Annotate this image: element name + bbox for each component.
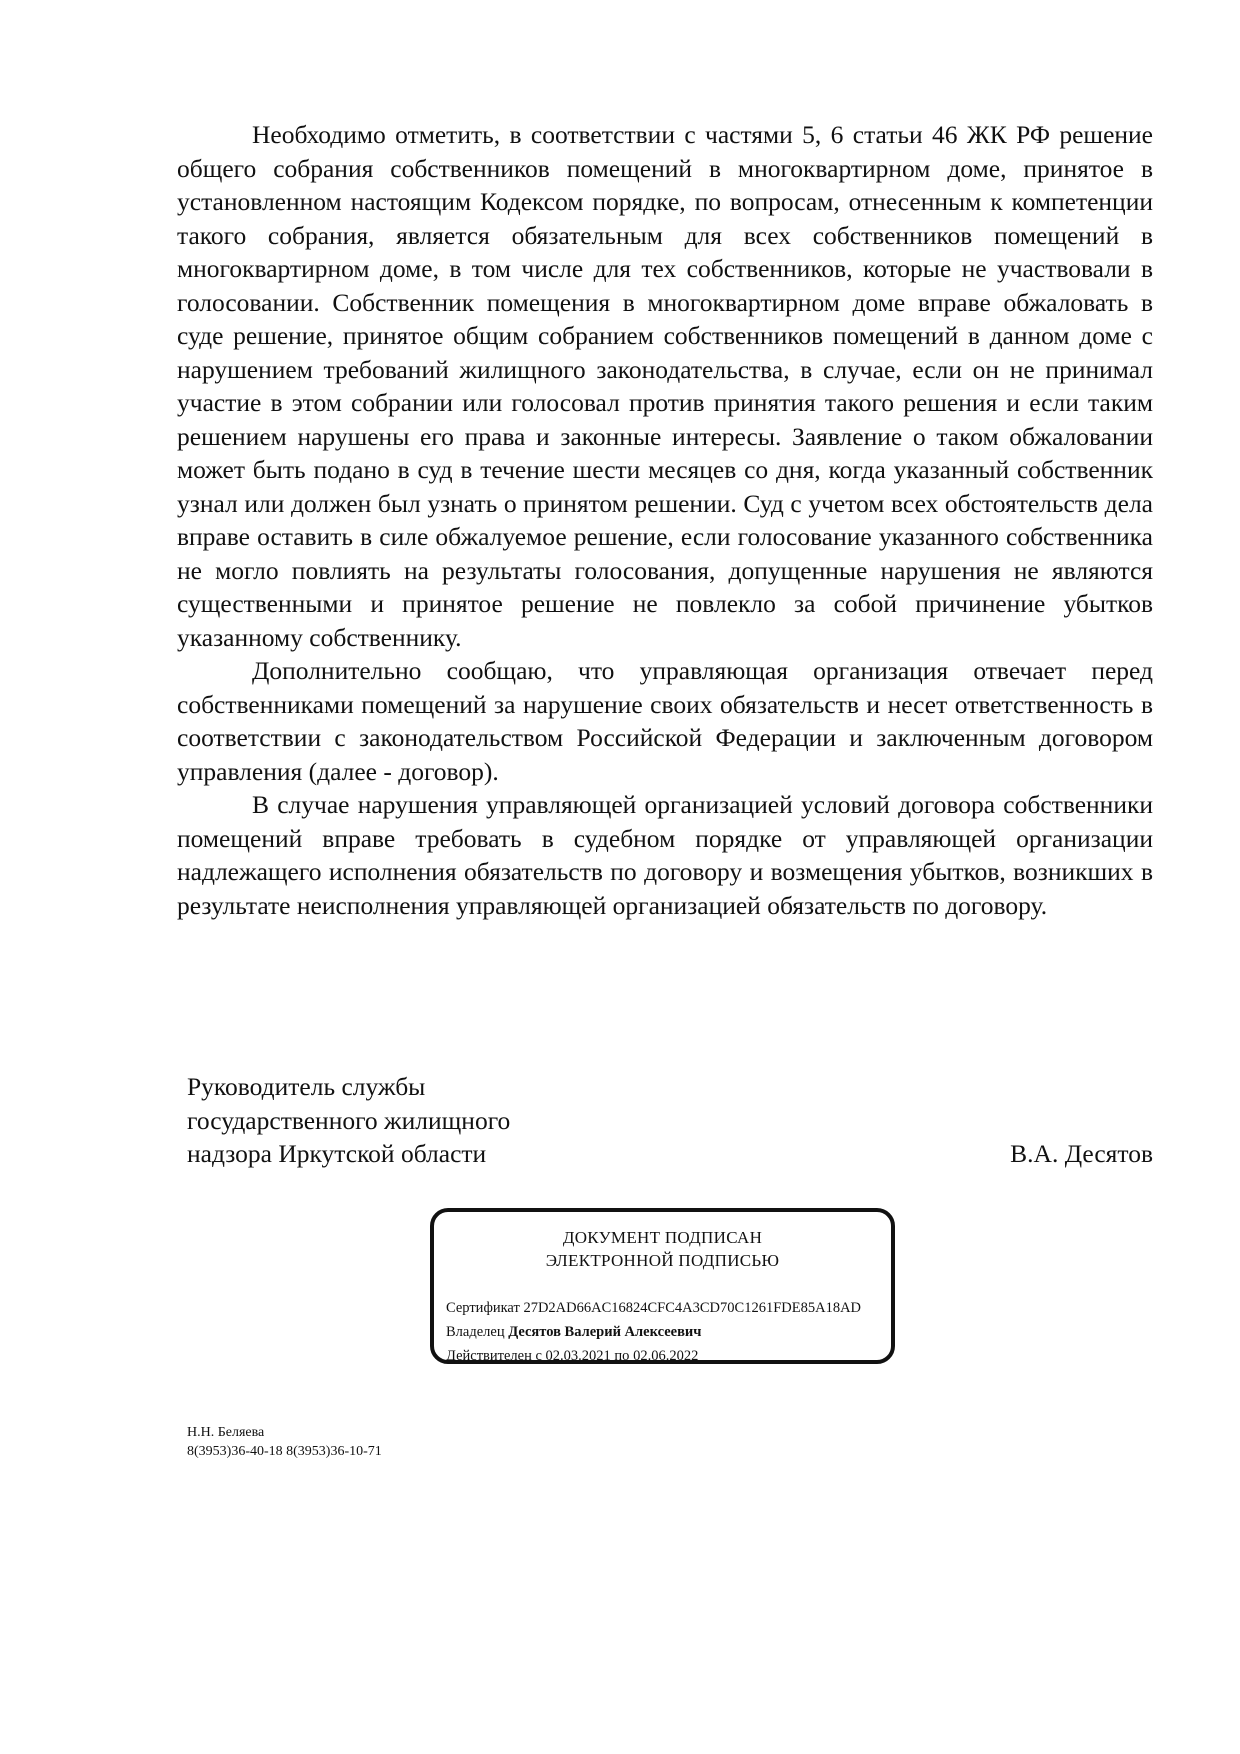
body-paragraph: Дополнительно сообщаю, что управляющая организация отвечает перед собственниками помещений за нарушение своих обязательств и несет ответственность в соответствии с законодательством Российской Федерации и заключенным договором управления (далее - договор). [177,656,1153,786]
stamp-title [434,1226,891,1272]
stamp-valid-to: 02.06.2022 [633,1348,699,1364]
stamp-title-line: ДОКУМЕНТ ПОДПИСАН [562,1228,763,1247]
signatory-name: В.А. Десятов [1010,1139,1153,1168]
signatory-position-line: государственного жилищного [187,1105,511,1135]
stamp-certificate-value: 27D2AD66AC16824CFC4A3CD70C1261FDE85A18AD [523,1300,862,1316]
stamp-valid-to-label: по [614,1348,630,1364]
letter-body [177,118,1153,922]
stamp-owner-row [446,1320,861,1344]
executor-name: Н.Н. Беляева [187,1425,265,1440]
executor-phones: 8(3953)36-40-18 8(3953)36-10-71 [187,1444,382,1459]
stamp-owner-value: Десятов Валерий Алексеевич [508,1324,702,1340]
signatory-position-line: Руководитель службы [187,1072,426,1101]
electronic-signature-stamp [430,1208,895,1364]
stamp-valid-label: Действителен с [446,1348,542,1364]
signature-block [187,1070,1153,1171]
stamp-owner-label: Владелец [446,1324,505,1340]
body-paragraph: В случае нарушения управляющей организацией условий договора собственники помещений вправе требовать в судебном порядке от управляющей организации надлежащего исполнения обязательств по договору и возмещения убытков, возникших в результате неисполнения управляющей организацией обязательств по договору. [177,790,1153,920]
stamp-certificate-row [446,1296,861,1320]
executor-info [187,1423,382,1461]
body-paragraph: Необходимо отметить, в соответствии с частями 5, 6 статьи 46 ЖК РФ решение общего собрания собственников помещений в многоквартирном доме, принятое в установленном настоящим Кодексом порядке, по вопросам, отнесенным к компетенции такого собрания, является обязательным для всех собственников помещений в многоквартирном доме, в том числе для тех собственников, которые не участвовали в голосовании. Собственник помещения в многоквартирном доме вправе обжаловать в суде решение, принятое общим собранием собственников помещений в данном доме с нарушением требований жилищного законодательства, в случае, если он не принимал участие в этом собрании или голосовал против принятия такого решения и если таким решением нарушены его права и законные интересы. Заявление о таком обжаловании может быть подано в суд в течение шести месяцев со дня, когда указанный собственник узнал или должен был узнать о принятом решении. Суд с учетом всех обстоятельств дела вправе оставить в силе обжалуемое решение, если голосование указанного собственника не могло повлиять на результаты голосования, допущенные нарушения не являются существенными и принятое решение не повлекло за собой причинение убытков указанному собственнику. [177,120,1153,652]
stamp-title-line: ЭЛЕКТРОННОЙ ПОДПИСЬЮ [545,1251,780,1270]
stamp-certificate-label: Сертификат [446,1300,520,1316]
stamp-details [446,1296,861,1368]
stamp-valid-from: 02.03.2021 [545,1348,611,1364]
signatory-position-line: надзора Иркутской области [187,1139,487,1168]
stamp-validity-row [446,1344,861,1368]
